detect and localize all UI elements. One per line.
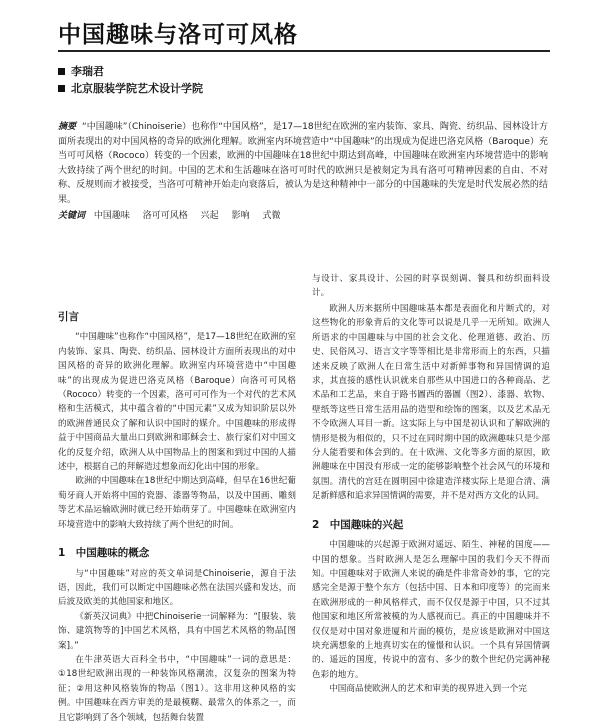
author-affiliation: 北京服装学院艺术设计学院 [71, 82, 203, 95]
intro-paragraph: 欧洲的中国趣味在18世纪中期达到高峰，但早在16世纪葡萄牙商人开始将中国的瓷器、漆器等物品，以及中国画、雕刻等艺术品运输欧洲时就已经开始萌芽了。中国趣味在欧洲室内环境营造中的影响大致持续了两个世纪的时间。 [58, 476, 296, 530]
author-name: 李瑞君 [71, 65, 104, 78]
abstract-label: 摘要 [58, 122, 77, 132]
section-1-paragraph: 《新英汉词典》中把Chinoiserie一词解释为：“[服装、装饰、建筑物等的]中国艺术风格，具有中国艺术风格的物品[图案]。” [58, 611, 296, 651]
square-bullet-icon [58, 85, 65, 92]
keyword: 式微 [262, 211, 281, 221]
section-1-heading: 1 中国趣味的概念 [58, 547, 150, 560]
keyword: 中国趣味 [93, 211, 130, 221]
keyword: 影响 [231, 211, 250, 221]
keyword: 兴起 [200, 211, 219, 221]
right-column [312, 302, 550, 697]
section-2-paragraph: 中国趣味的兴起源于欧洲对遥远、陌生、神秘的国度——中国的想象。当时欧洲人是怎么理解中国的我们今天不得而知。中国趣味对于欧洲人来说的确是件非常奇妙的事，它的完感完全是源于整个东方（包括中国、日本和印度等）的完而来在欧洲形成的一种风格样式，而不仅仅是源于中国，只不过其他国家和地区所常被模的为人感视而已。真正的中国趣味并不仅仅是对中国对象进厦和片面的模仿，是应该是欧洲对中国这块充满想象的上地真切实在的憧憬和认识。一个具有异国情调的、遥远的国度，传说中的富有、多少的数个世纪仍完满神秘色彩的地方。 [312, 540, 550, 680]
section-2-heading: 2 中国趣味的兴起 [312, 518, 404, 531]
section-1-paragraph: 在牛津英语大百科全书中，“中国趣味”一词的意思是：①18世纪欧洲出现的一种装饰风格潮流，汉复杂的图案为特征；②用这种风格装饰的物品（图1）。这非用这种风格的实例。中国趣味在西方审美的是最模糊、最常久的体系之一，而且它影响到了各个领域，包括舞台装置 [58, 654, 296, 723]
abstract-text: “中国趣味”（Chinoiserie）也称作“中国风格”，是17—18世纪在欧洲的室内装饰、家具、陶瓷、纺织品、园林设计方面所表现出的对中国风格的奇异的欧洲化理解。欧洲室内环境营造中“中国趣味”的出现成为促进巴洛克风格（Baroque）充当可可风格（Rococo）转变的一个因素，欧洲的中国趣味在18世纪中期达到高峰，中国趣味在欧洲室内环境营造中的影响大致持续了两个世纪的时间。中国的艺术和生活趣味在洛可可时代的欧洲只是被刻定为具有洛可可精神因素的自由、不对称、反规则而才被接受，当洛可可精神开始走向衰落后，被认为是这种精神中一部分的中国趣味的失宠是时代发展必然的结果。 [58, 122, 548, 205]
square-bullet-icon [58, 68, 65, 75]
article-title: 中国趣味与洛可可风格 [58, 22, 298, 48]
intro-paragraph: “中国趣味”也称作“中国风格”，是17—18世纪在欧洲的室内装饰、家具、陶瓷、纺织品、园林设计方面所表现出的对中国风格的奇异的欧洲化理解。欧洲室内环境营造中“中国趣味”的出现成为促进巴洛克风格（Baroque）向洛可可风格（Rococo）转变的一个因素，洛可可可作为一个对代的艺术风格和生活模式，其中蕴含着的“中国元素”又成为知识阶层以外的欧洲普通民众了解和认识中国时的媒介。中国趣味的形成得益于中国商品大量出口到欧洲和耶稣会士、旅行家们对中国文化的反复介绍，欧洲人从中国物品上的图案和到过中国的人描述中，根据自己的拜解造过想象而幻化出中国的形象。 [58, 332, 296, 473]
keywords [58, 208, 290, 221]
right-column-top-text: 与设计、家具设计、公园的时享误刻调、餐具和纺织面料设计。 [312, 274, 550, 299]
keywords-label: 关键词 [58, 211, 86, 221]
section-2-paragraph: 中国商品使欧洲人的艺术和审美的视界进入到一个完 [329, 684, 527, 695]
intro-heading: 引言 [58, 311, 79, 323]
keyword: 洛可可风格 [142, 211, 188, 221]
left-column [58, 310, 296, 725]
title-divider [58, 50, 550, 52]
author-line [58, 63, 104, 79]
right-column-paragraph: 欧洲人历来据所中国趣味基本都是表面化和片断式的，对这些物化的形象背后的文化等可以说是几乎一无所知。欧洲人所语求的中国趣味与中国的社会文化、伦理道德、政治、历史、民俗风习、语言文字等等相比是非常形而上的东西，只描述来反映了欧洲人在日常生活中对新鲜事物和异国情调的追求，其直接的感性认识就来自那些从中国进口的各种商品、艺术品和工艺品，来自于路书圖西的器圖（图2）、漆器、软物、壁纸等这些日常生活用品的造型和绘饰的图案，以及艺术品无不令欧洲人耳目一新。这实际上与中国是初认识和了解欧洲的情形是极为相似的，只不过在同时期中国的欧洲趣味只是少部分人能看要和体会到的。在十欧洲、文化等多方面的原因，欧洲趣味在中国没有形成一定的能够影响整个社会风气的环境和氛围。清代的宫廷在圆明园中徐建造洋楼实际上是迎合清、满足新鲜感和追求异国情调的需要，并不是对西方文化的认同。 [312, 304, 550, 502]
affiliation-line [58, 80, 203, 96]
abstract [58, 120, 548, 207]
section-1-paragraph: 与“中国趣味”对应的英文单词是Chinoiserie，源自于法语，因此，我们可以断定中国趣味必然在法国兴盛和发达，而后波及欧美的其他国家和地区。 [58, 568, 296, 608]
